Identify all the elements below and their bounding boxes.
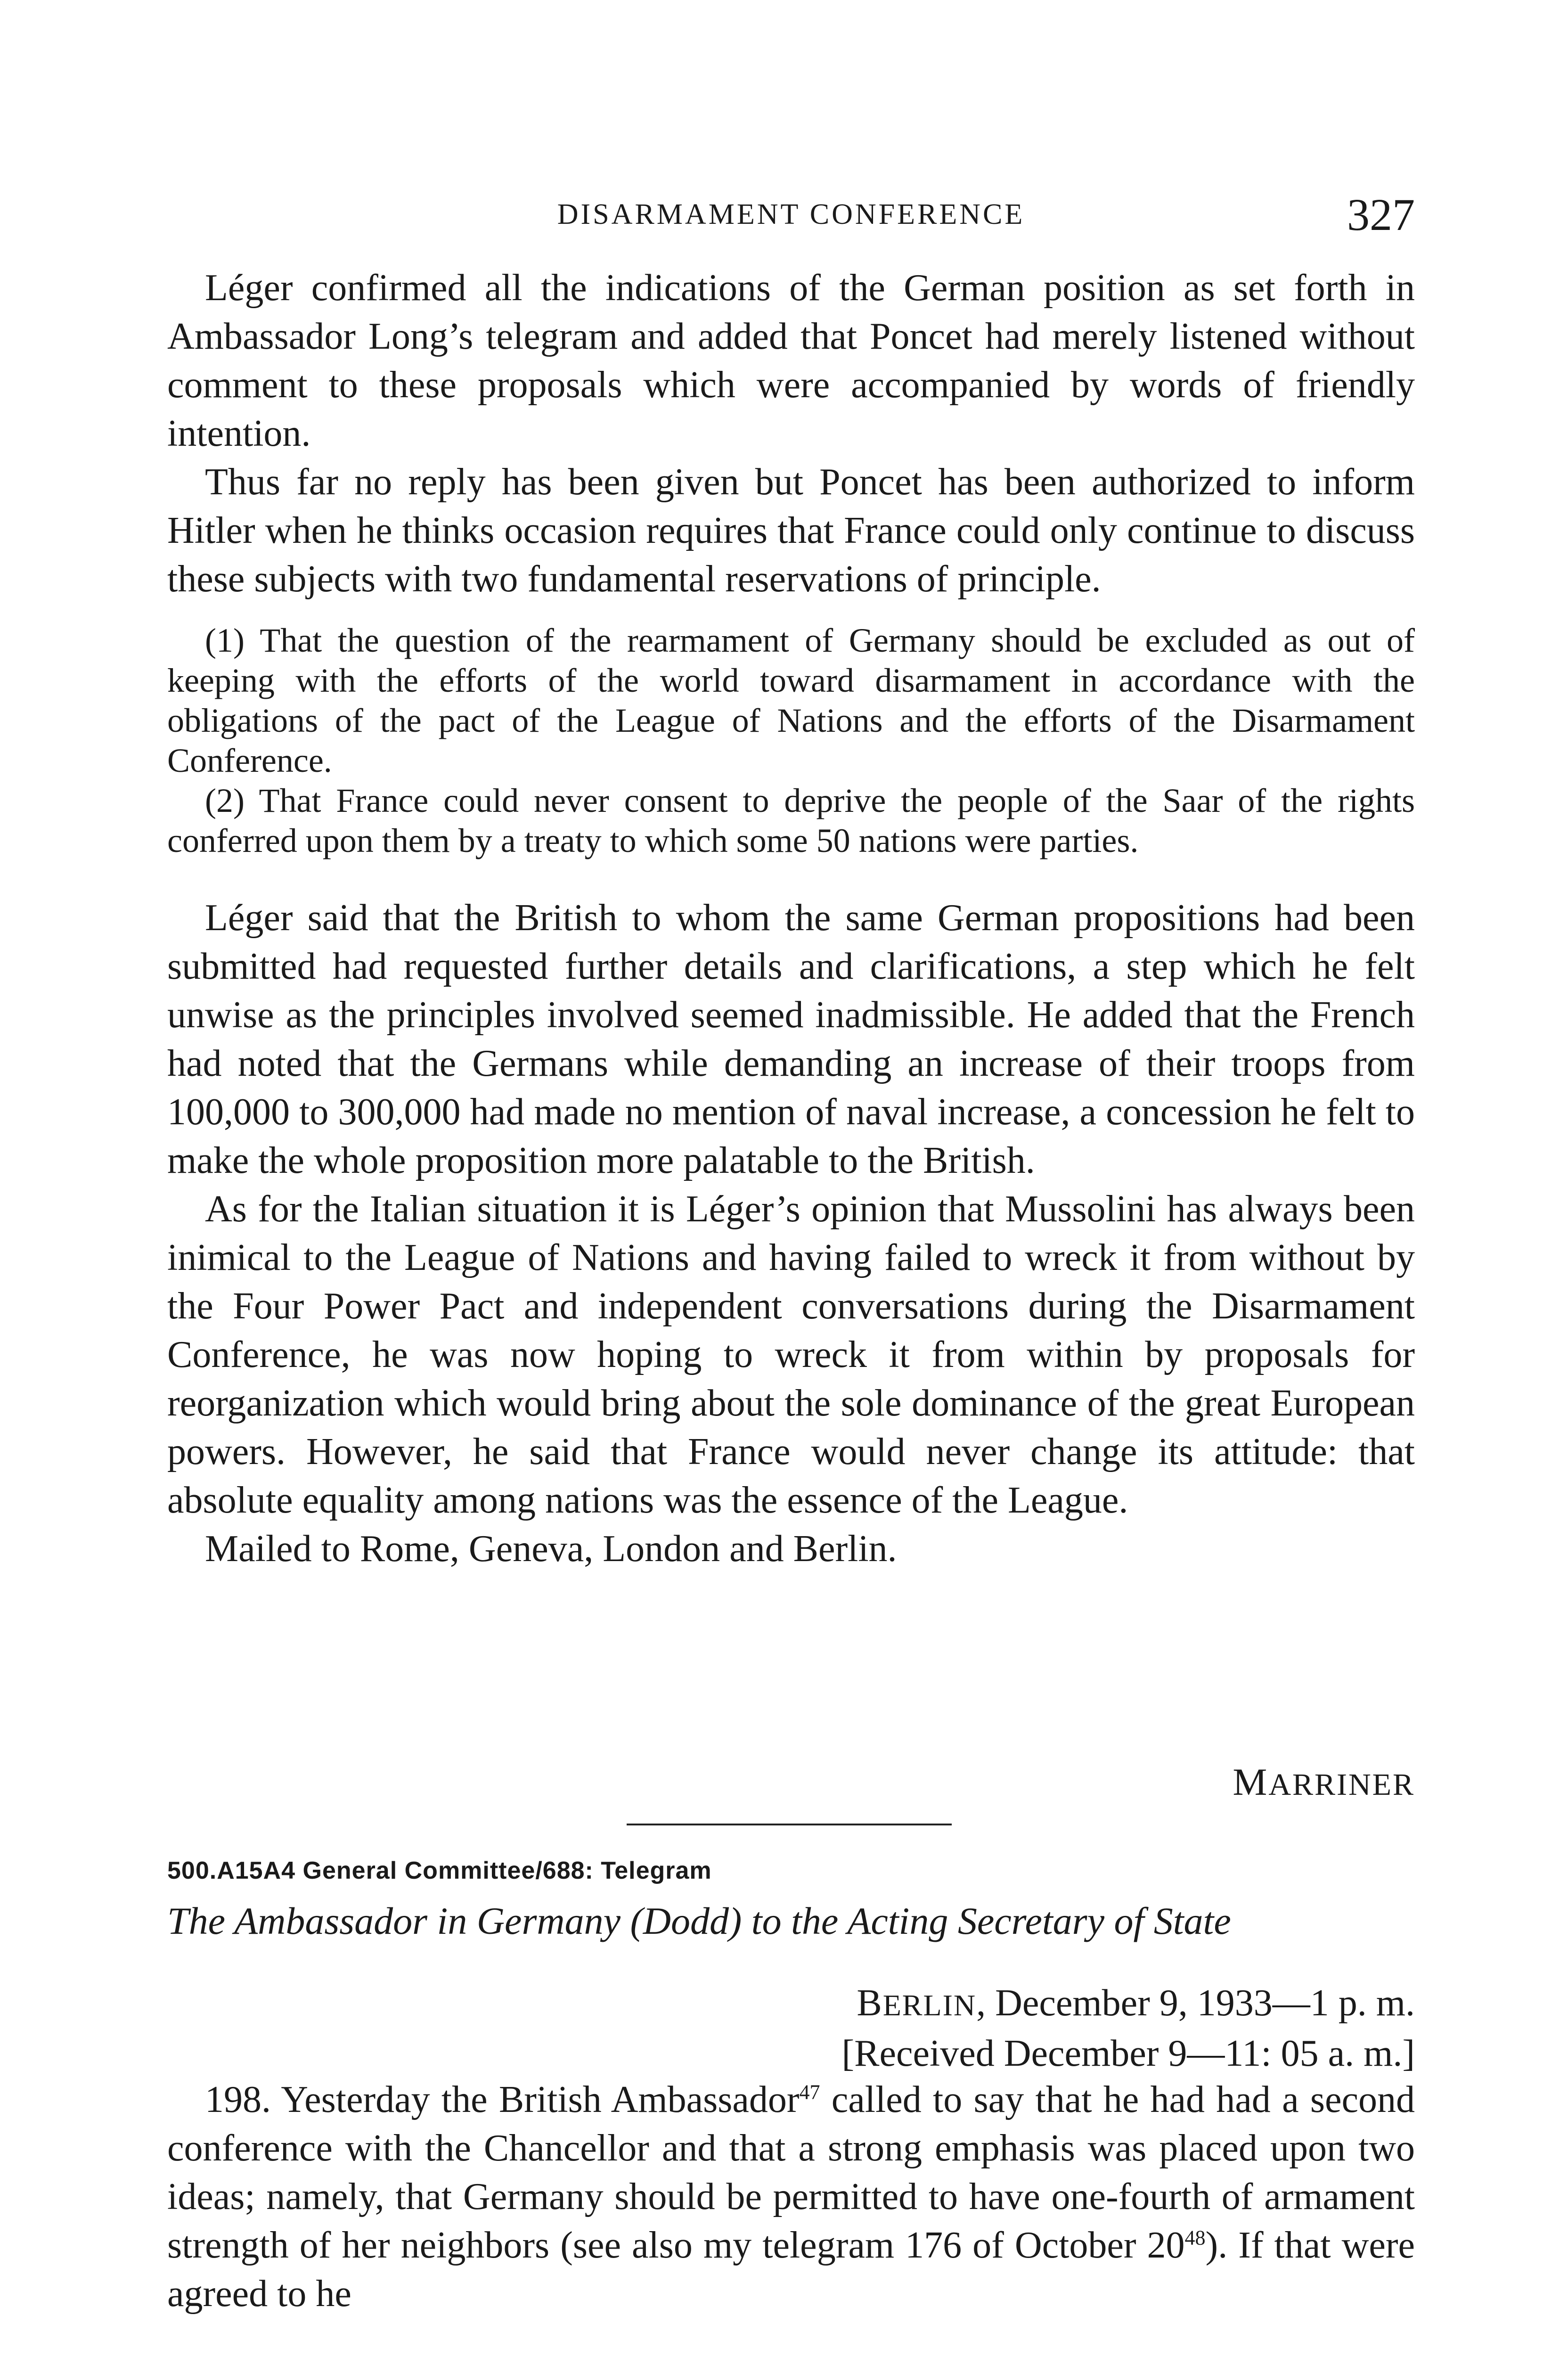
dateline xyxy=(841,1979,1415,2078)
telegram-text-1: 198. Yesterday the British Ambassador xyxy=(205,2079,800,2120)
body-section-1 xyxy=(167,264,1415,1573)
dateline-received: [Received December 9—11: 05 a. m.] xyxy=(841,2033,1415,2074)
reservation-2: (2) That France could never consent to deprive the people of the Saar of the rights conferred upon them by a treaty to which some 50 nations were parties. xyxy=(167,782,1415,859)
dateline-sent xyxy=(841,1979,1415,2029)
dateline-place-rest: ERLIN xyxy=(882,1988,977,2022)
paragraph-2: Thus far no reply has been given but Poncet has been authorized to inform Hitler when he thinks occasion requires that France could only continue to discuss these subjects with two fundamental reservations of principle. xyxy=(167,461,1415,600)
footnote-ref-48: 48 xyxy=(1184,2226,1206,2250)
dateline-place-initial: B xyxy=(857,1982,883,2024)
page-number: 327 xyxy=(1347,189,1415,240)
reservation-1: (1) That the question of the rearmament of Germany should be excluded as out of keeping with the efforts of the world toward disarmament in accordance with the obligations of the pact of the League of Nations and the efforts of the Disarmament Conference. xyxy=(167,622,1415,779)
paragraph-3: Léger said that the British to whom the same German propositions had been submitted had requested further details and clarifications, a step which he felt unwise as the principles involved seemed inadmissible. He added that the French had noted that the Germans while demanding an increase of their troops from 100,000 to 300,000 had made no mention of naval increase, a concession he felt to make the whole proposition more palatable to the British. xyxy=(167,897,1415,1181)
section-divider xyxy=(627,1824,952,1825)
dateline-date: , December 9, 1933—1 p. m. xyxy=(976,1982,1415,2024)
body-section-2 xyxy=(167,2076,1415,2318)
document-heading: The Ambassador in Germany (Dodd) to the Acting Secretary of State xyxy=(167,1899,1231,1942)
paragraph-1: Léger confirmed all the indications of the German position as set forth in Ambassador Long’s telegram and added that Poncet had merely listened without comment to these proposals which were accompanied by words of friendly intention. xyxy=(167,267,1415,454)
signature-initial: M xyxy=(1233,1760,1269,1803)
paragraph-5: Mailed to Rome, Geneva, London and Berlin. xyxy=(205,1528,897,1570)
paragraph-4: As for the Italian situation it is Léger’s opinion that Mussolini has always been inimical to the League of Nations and having failed to wreck it from without by the Four Power Pact and independent conversations during the Disarmament Conference, he was now hoping to wreck it from within by proposals for reorganization which would bring about the sole dominance of the great European powers. However, he said that France would never change its attitude: that absolute equality among nations was the essence of the League. xyxy=(167,1188,1415,1521)
telegram-text-3: ). If that were agreed to he xyxy=(167,2225,1415,2315)
telegram-paragraph xyxy=(167,2076,1415,2318)
footnote-ref-47: 47 xyxy=(799,2080,820,2104)
running-title: DISARMAMENT CONFERENCE xyxy=(557,198,1025,230)
telegram-text-2: called to say that he had had a second conference with the Chancellor and that a strong emphasis was placed upon two ideas; namely, that Germany should be permitted to have one-fourth of armament strength of her neighbors (see also my telegram 176 of October 20 xyxy=(167,2079,1415,2266)
file-number: 500.A15A4 General Committee/688: Telegram xyxy=(167,1857,712,1884)
running-head xyxy=(167,188,1415,240)
signature xyxy=(1233,1760,1415,1804)
signature-rest: ARRINER xyxy=(1268,1767,1415,1802)
